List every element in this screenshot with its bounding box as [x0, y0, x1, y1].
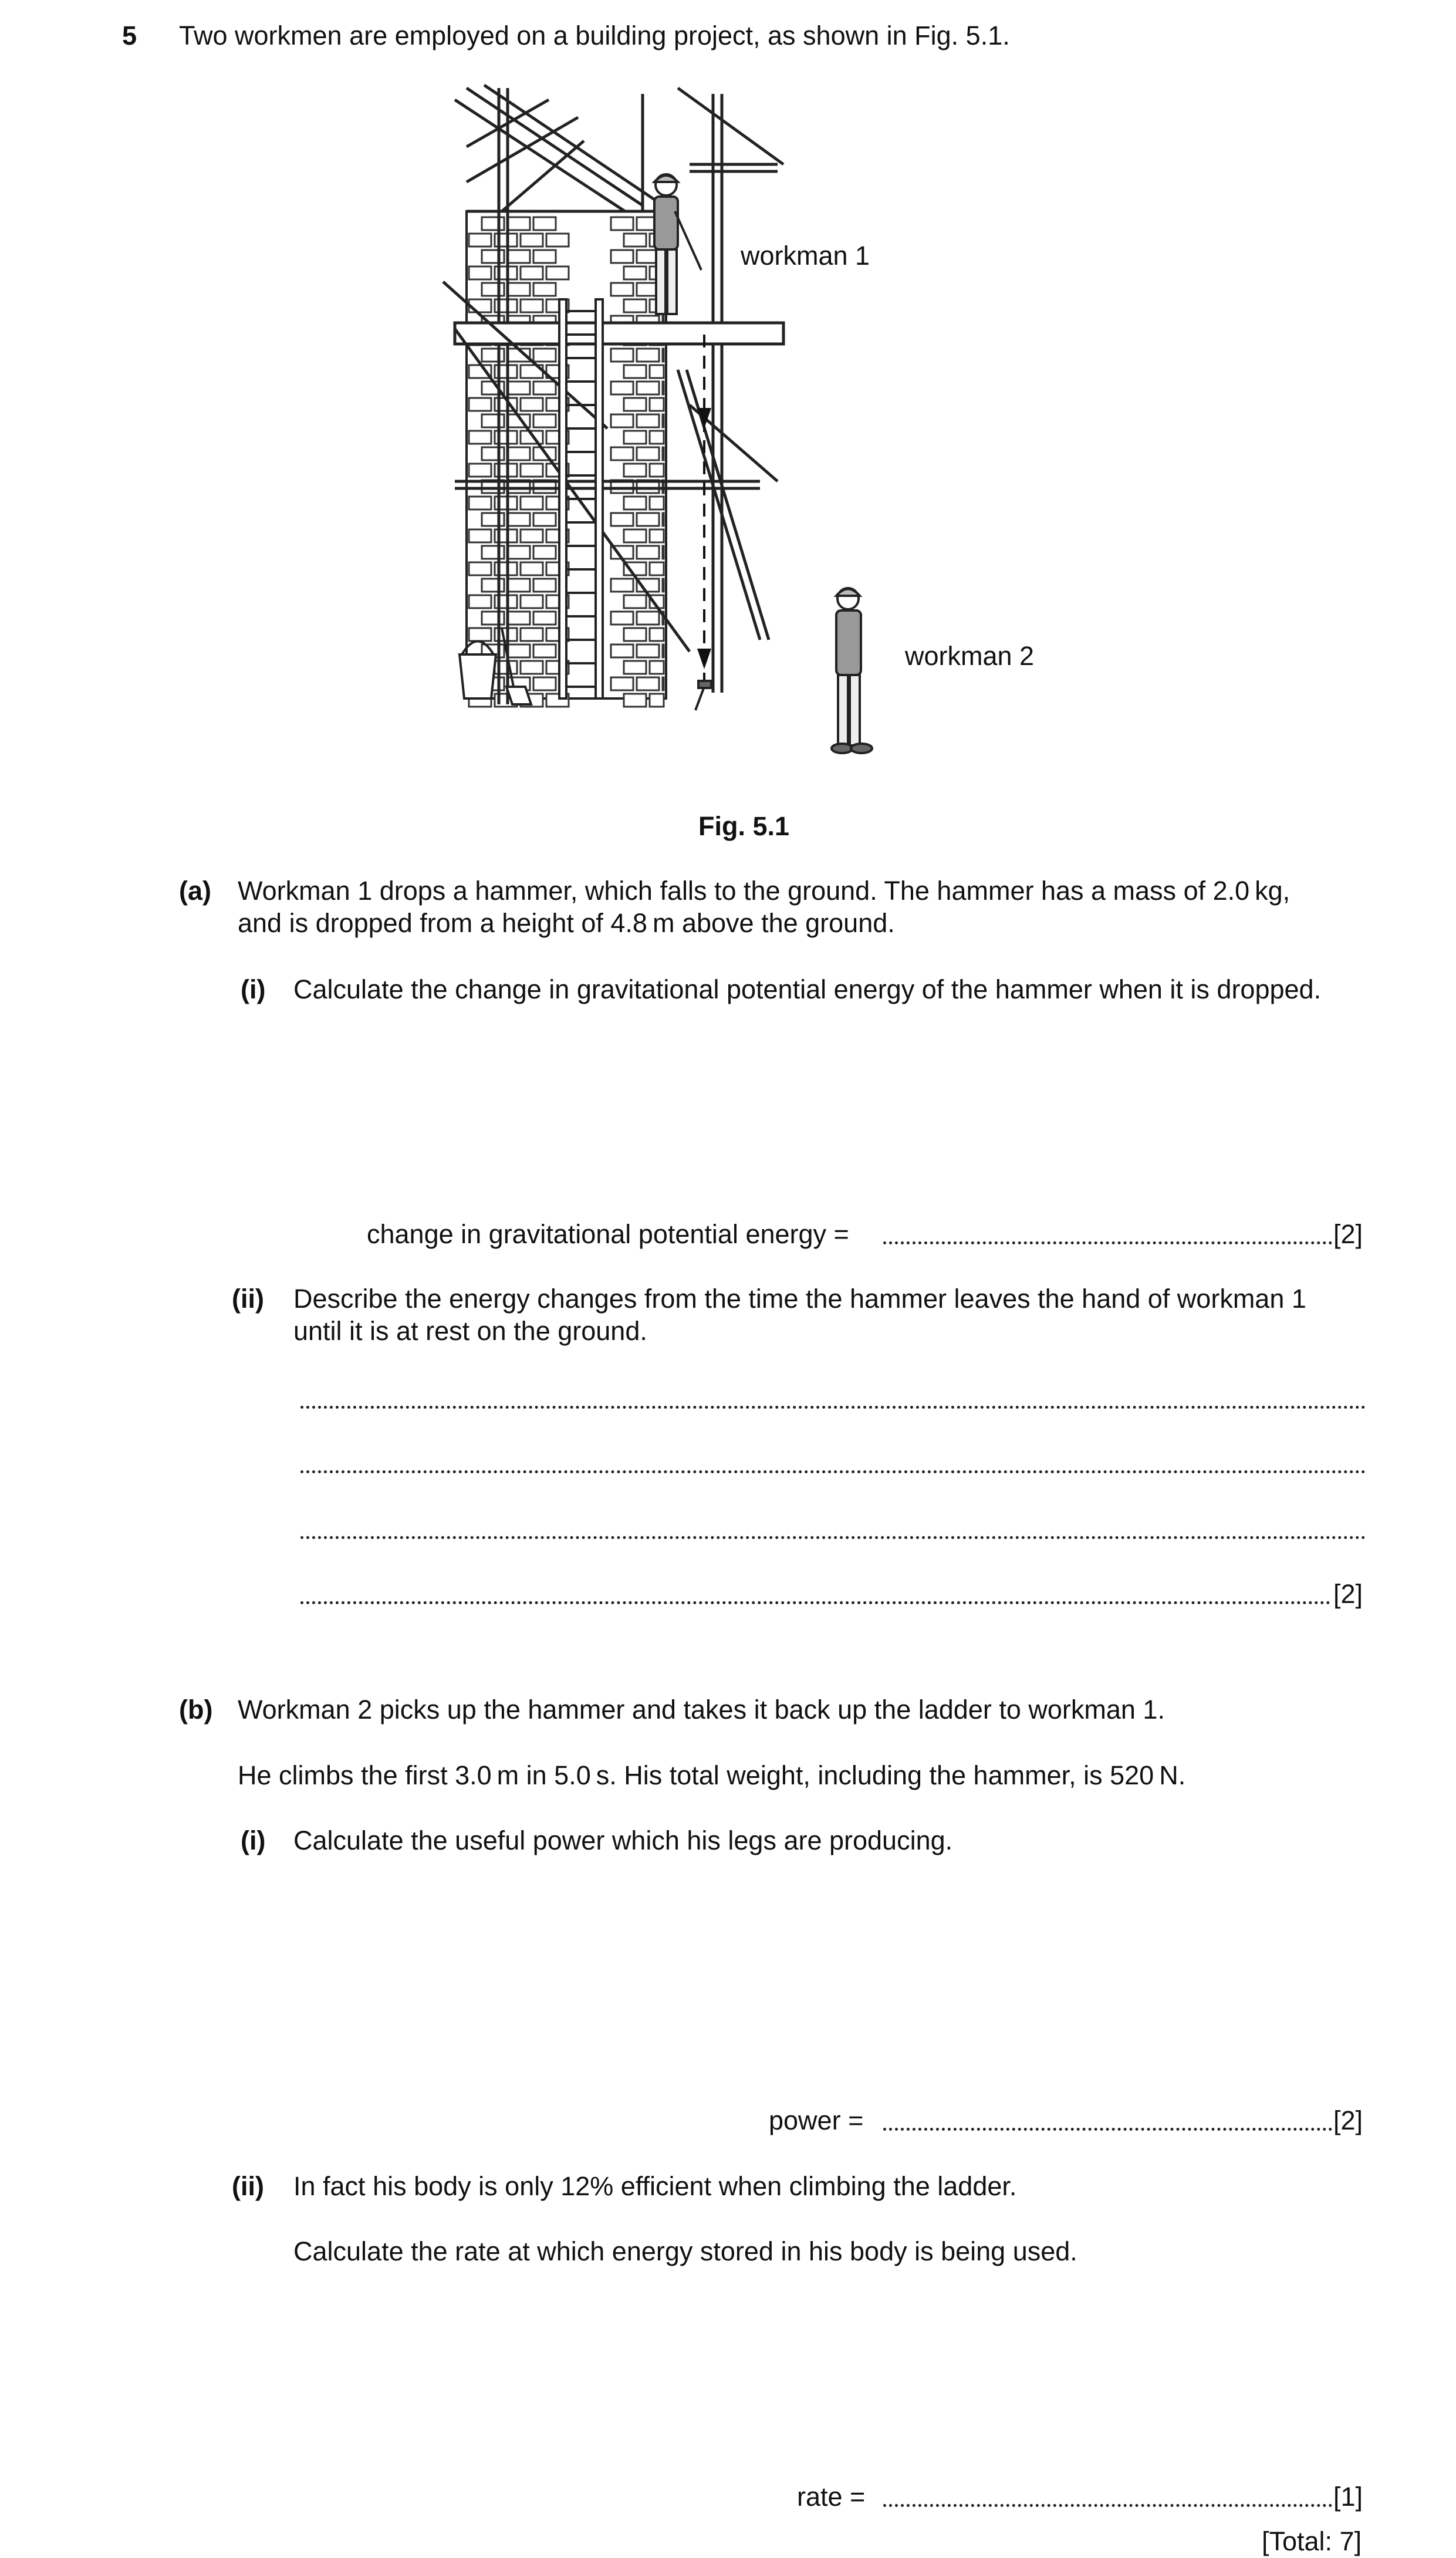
- part-b-i-text: Calculate the useful power which his legs are producing.: [293, 1825, 953, 1855]
- part-b-text: Workman 2 picks up the hammer and takes it back up the ladder to workman 1.: [238, 1695, 1165, 1725]
- ladder: [559, 299, 603, 698]
- energy-marks: [2]: [1333, 1579, 1363, 1609]
- question-stem: Two workmen are employed on a building project, as shown in Fig. 5.1.: [179, 21, 1010, 50]
- energy-answer-line-3[interactable]: [300, 1536, 1366, 1539]
- energy-answer-line-4[interactable]: [300, 1601, 1330, 1604]
- gpe-answer-label: change in gravitational potential energy =: [367, 1219, 849, 1249]
- part-a-text-line2: and is dropped from a height of 4.8 m above the ground.: [238, 908, 895, 938]
- part-b-ii-label: (ii): [232, 2171, 264, 2201]
- part-b-text2: He climbs the first 3.0 m in 5.0 s. His total weight, including the hammer, is 520 N.: [238, 1760, 1186, 1790]
- rate-answer-line[interactable]: [883, 2504, 1332, 2507]
- total-marks: [Total: 7]: [1262, 2526, 1362, 2556]
- figure-caption: Fig. 5.1: [698, 811, 790, 841]
- gpe-answer-line[interactable]: [883, 1241, 1332, 1244]
- question-number: 5: [122, 21, 137, 50]
- roof: [455, 85, 672, 211]
- power-marks: [2]: [1333, 2105, 1363, 2135]
- gpe-marks: [2]: [1333, 1219, 1363, 1249]
- part-a-label: (a): [179, 876, 211, 906]
- label-workman-2: workman 2: [905, 641, 1035, 671]
- part-b-i-label: (i): [241, 1825, 266, 1855]
- part-a-text-line1: Workman 1 drops a hammer, which falls to the ground. The hammer has a mass of 2.0 kg,: [238, 876, 1291, 906]
- power-answer-label: power =: [769, 2105, 864, 2135]
- part-b-label: (b): [179, 1695, 213, 1725]
- power-answer-line[interactable]: [883, 2128, 1332, 2131]
- hammer-icon: [695, 681, 711, 710]
- rate-marks: [1]: [1333, 2482, 1363, 2512]
- workman-2-figure: [832, 588, 872, 753]
- part-a-ii-label: (ii): [232, 1284, 264, 1314]
- energy-answer-line-1[interactable]: [300, 1406, 1366, 1409]
- part-b-ii-text: In fact his body is only 12% efficient when climbing the ladder.: [293, 2171, 1017, 2201]
- label-workman-1: workman 1: [741, 241, 870, 271]
- workman-1-figure: [654, 174, 701, 314]
- fall-path-arrow: [697, 335, 711, 687]
- part-a-ii-text-line2: until it is at rest on the ground.: [293, 1316, 647, 1346]
- rate-answer-label: rate =: [797, 2482, 866, 2512]
- part-b-ii-text2: Calculate the rate at which energy stored in his body is being used.: [293, 2236, 1077, 2266]
- part-a-i-text: Calculate the change in gravitational potential energy of the hammer when it is dropped.: [293, 974, 1322, 1004]
- energy-answer-line-2[interactable]: [300, 1470, 1366, 1473]
- part-a-i-label: (i): [241, 974, 266, 1004]
- part-a-ii-text-line1: Describe the energy changes from the time the hammer leaves the hand of workman 1: [293, 1284, 1306, 1314]
